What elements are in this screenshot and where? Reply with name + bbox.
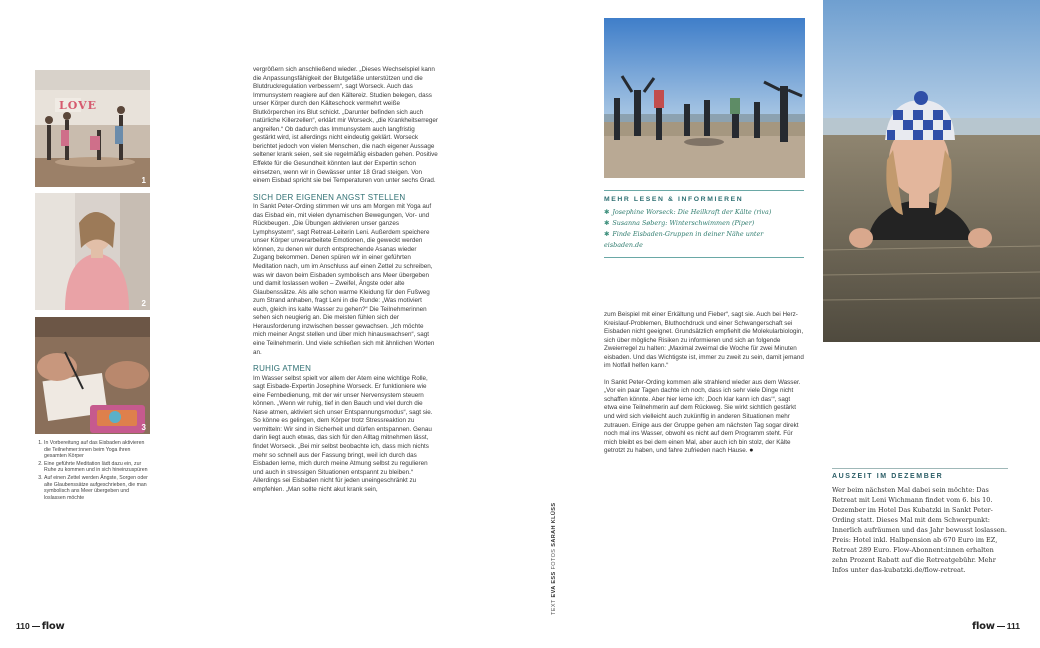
info-box-read-more xyxy=(604,190,804,258)
auszeit-heading: AUSZEIT IM DEZEMBER xyxy=(832,473,944,480)
page-number: 110 xyxy=(16,621,30,631)
photo-captions xyxy=(35,440,150,502)
article-paragraph: zum Beispiel mit einer Erkältung und Fieber“, sagt sie. Auch bei Herz-Kreislauf-Problemen, Bluthochdruck und einer Schwangerschaft sei Eisbaden nicht geeignet. Grundsätzlich empfiehlt die Molekularbiologin, sich über mögliche Risiken zu informieren und sich an folgende Zweierregel zu halten: „Maximal zweimal die Woche für zwei Minuten eisbaden. Und das Wichtigste ist, immer zu zweit zu sein, damit jemand im Notfall helfen kann.“ xyxy=(604,311,804,370)
article-column-right xyxy=(604,311,804,456)
info-box-rule-top xyxy=(604,190,804,191)
credit-text-author: EVA ESS xyxy=(551,571,557,598)
info-item-text: Josephine Worseck: Die Heilkraft der Kälte (riva) xyxy=(612,208,772,216)
page-number-right xyxy=(972,621,1020,632)
auszeit-body: Wer beim nächsten Mal dabei sein möchte: Das Retreat mit Leni Wichmann findet vom 6. bis 10. Dezember im Hotel Das Kubatzki in Sankt Peter-Ording statt. Dieses Mal mit dem Schwerpunkt: Innerlich aufräumen und das Jahr bewusst loslassen. Preis: Hotel inkl. Halbpension ab 670 Euro im EZ, Retreat 289 Euro. Flow-Abonnent:innen erhalten zehn Prozent Rabatt auf die Retreatgebühr. Mehr Infos unter das-kubatzki.de/flow-retreat. xyxy=(832,486,1007,574)
credit-text-label: TEXT xyxy=(551,599,557,615)
article-paragraph-text: In Sankt Peter-Ording kommen alle strahlend wieder aus dem Wasser. „Vor ein paar Tagen dachte ich noch, dass ich sehr viele Dinge nicht schaffen könnte. Aber hier lerne ich: ‚Doch klar kann ich das‘“, sagt etwa eine Teilnehmerin auf dem Rückweg. Sie wirkt sichtlich gestärkt und wird sich vielleicht auch zukünftig in anderen Situationen mehr zutrauen. Einige aus der Gruppe gehen am nächsten Tag sogar direkt noch mal ins Wasser, obwohl es nicht auf dem Programm steht. Für mich bleibt es bei dem einen Mal, aber auch ich bin stolz, der Kälte getrotzt zu haben, und fahre zufrieden nach Hause. xyxy=(604,378,801,455)
photo-number: 3 xyxy=(141,423,146,432)
photo-number: 2 xyxy=(141,299,146,308)
list-item xyxy=(604,207,804,218)
asterisk-icon: ✱ xyxy=(604,208,610,216)
info-box-list xyxy=(604,207,804,251)
asterisk-icon: ✱ xyxy=(604,230,610,238)
list-item xyxy=(604,218,804,229)
article-section: In Sankt Peter-Ording stimmen wir uns am Morgen mit Yoga auf das Eisbad ein, mit vielen dynamischen Bewegungen, Vor- und Rückbeugen. „Die Übungen aktivieren unser ganzes Lymphsystem“, sagt Retreat-Leiterin Leni. Außerdem speichere unser Körper unverarbeitete Emotionen, die geweckt werden können, zu denen wir durch entsprechende Asanas wieder Zugang bekommen. Denen spüren wir in einer geführten Meditation nach, um im Anschluss auf einen Zettel zu schreiben, was wir davon beim Eisbaden symbolisch ans Meer übergeben und damit loslassen wollen – Zweifel, Ängste oder alte Glaubenssätze. Als alle schon warme Kleidung für den Fußweg zum Strand anhaben, fragt Leni in die Runde: „Was motiviert euch, gleich ins kalte Wasser zu gehen?“ Die Teilnehmerinnen sehen sich neugierig an. Die meisten fühlen sich der Herausforderung inzwischen besser gewachsen. „Ich möchte mich meiner Angst stellen und über mich hinauswachsen“, sagt eine Teilnehmerin. Und viele schließen sich mit ähnlichen Worten an. xyxy=(253,203,435,356)
article-section: Im Wasser selbst spielt vor allem der Atem eine wichtige Rolle, sagt Eisbade-Expertin Josephine Worseck. Er funktioniere wie eine Fernbedienung, mit der wir unser Nervensystem steuern können. „Wenn wir ruhig, tief in den Bauch und viel durch die Nase atmen, aktiviert sich unser Entspannungsmodus“, sagt sie. So könne es gelingen, dem Körper trotz Stressreaktion zu vermitteln: Wir sind in Sicherheit und dürfen entspannen. Genau darin liegt auch etwas, das sich für den Alltag mitnehmen lässt, findet Worseck. „Bei mir selbst beobachte ich, dass mich nichts mehr so schnell aus der Fassung bringt, weil ich durch das Eisbaden lerne, mich durch meine Atmung selbst zu regulieren und auch in stressigen Situationen entspannt zu bleiben.“ Allerdings sei Eisbaden nicht für jeden uneingeschränkt zu empfehlen. „Man sollte nicht akut krank sein, xyxy=(253,374,433,493)
photo-writing xyxy=(35,317,150,434)
auszeit-rule xyxy=(832,468,1008,469)
list-item xyxy=(604,229,804,251)
info-item-text: Susanna Søberg: Winterschwimmen (Piper) xyxy=(612,219,755,227)
caption-2: 2. Eine geführte Meditation lädt dazu ein, zur Ruhe zu kommen und in sich hineinzuspüren xyxy=(44,461,150,474)
article-intro: vergrößern sich anschließend wieder. „Dieses Wechselspiel kann die Anpassungsfähigkeit der Blutgefäße unterstützen und die Blutdruckregulation verbessern“, sagt Worseck. Auch das Immunsystem reagiere auf den Kältereiz. Studien belegen, dass unser Körper durch den Kälteschock vermehrt weiße Blutkörperchen ins Blut schickt. „Darunter befinden sich auch natürliche Killerzellen“, erklärt mir Worseck, „die Krankheitserreger angreifen.“ Ob dadurch das Immunsystem auch langfristig gestärkt wird, ist allerdings nicht eindeutig geklärt. Worseck berichtet jedoch von vielen Menschen, die nach eigener Aussage seltener krank seien, seit sie regelmäßig eisbaden gehen. Positive Effekte für die Gesundheit könnten laut der Expertin schon einsetzen, wenn wir in Gewässer unter 18 Grad steigen. Von einem Eisbad spricht sie bei Temperaturen von unter sechs Grad. xyxy=(253,66,439,185)
photo-ice-bather xyxy=(823,0,1040,342)
info-box-heading: MEHR LESEN & INFORMIEREN xyxy=(604,196,744,203)
article-paragraph xyxy=(604,379,804,456)
credit-photo-label: FOTOS xyxy=(551,548,557,570)
caption-1: 1. In Vorbereitung auf das Eisbaden aktivieren die Teilnehmer:innen beim Yoga ihren gesamten Körper xyxy=(44,440,150,460)
love-sign: LOVE xyxy=(59,99,98,112)
article-column-left xyxy=(253,66,438,494)
info-box-auszeit xyxy=(832,468,1008,575)
photo-beach-group xyxy=(604,18,805,178)
info-item-text: Finde Eisbaden-Gruppen in deiner Nähe unter eisbaden.de xyxy=(604,230,764,249)
flow-logo: flow xyxy=(972,621,995,632)
page-number: 111 xyxy=(1006,621,1020,631)
page-number-left xyxy=(16,621,64,632)
photo-number: 1 xyxy=(141,176,146,185)
section-heading: SICH DER EIGENEN ANGST STELLEN xyxy=(253,192,406,202)
caption-3: 3. Auf einen Zettel werden Ängste, Sorgen oder alte Glaubenssätze aufgeschrieben, die man symbolisch ans Meer übergeben und loslassen möchte xyxy=(44,475,150,501)
photo-meditation xyxy=(35,193,150,310)
flow-logo: flow xyxy=(41,621,65,632)
credit-photo-author: SARAH KLÜSS xyxy=(551,502,557,547)
end-mark-icon: ● xyxy=(749,447,754,455)
asterisk-icon: ✱ xyxy=(604,219,610,227)
credits xyxy=(551,485,559,615)
photo-yoga-group xyxy=(35,70,150,187)
section-heading: RUHIG ATMEN xyxy=(253,364,312,374)
info-box-rule-bottom xyxy=(604,257,804,258)
